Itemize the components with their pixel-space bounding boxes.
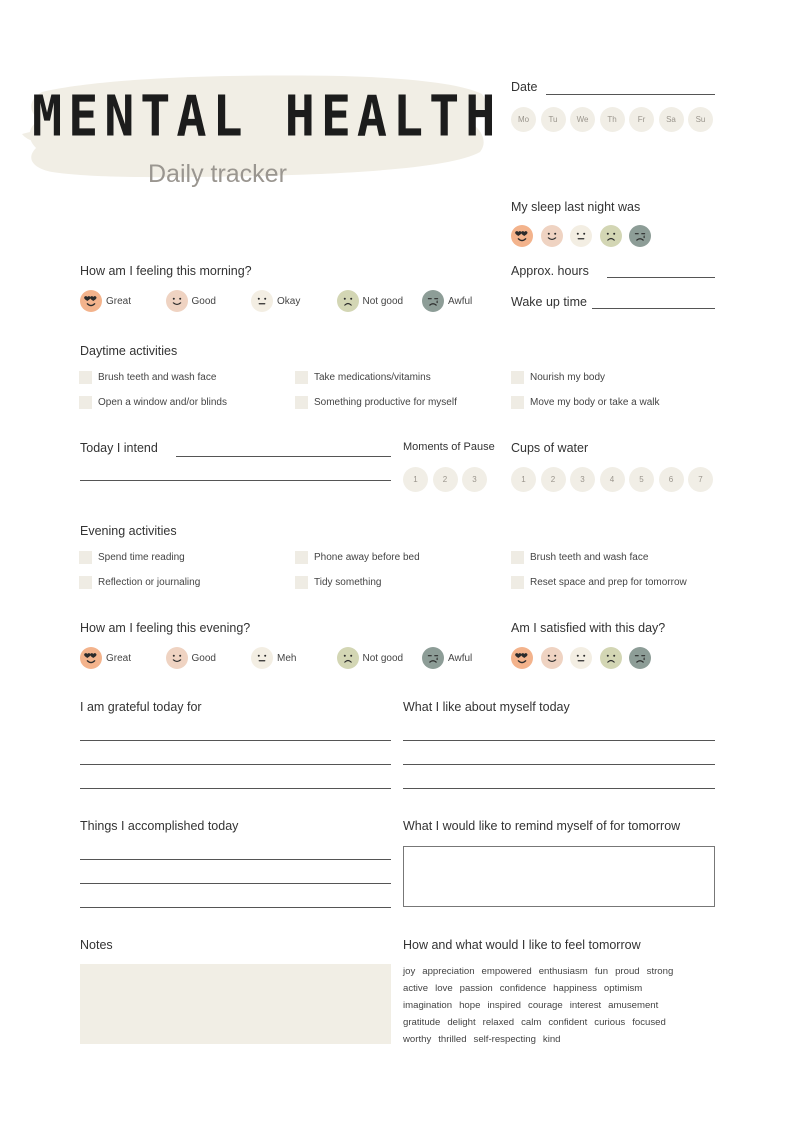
feel-word: optimism bbox=[603, 983, 643, 994]
accomplished-line-2[interactable] bbox=[80, 883, 391, 884]
feel-word: kind bbox=[542, 1034, 561, 1045]
daytime-checkbox-1[interactable] bbox=[79, 371, 92, 384]
evening-good-smile-face-icon[interactable] bbox=[166, 647, 188, 669]
feel-word: active bbox=[403, 983, 429, 994]
wake-line[interactable] bbox=[592, 308, 715, 309]
day-th-button[interactable]: Th bbox=[600, 107, 625, 132]
morning-okay-neutral-face-icon[interactable] bbox=[251, 290, 273, 312]
feel-word: appreciation bbox=[422, 966, 475, 977]
morning-great-heart-eyes-face-icon[interactable] bbox=[80, 290, 102, 312]
feel-word: self-respecting bbox=[473, 1034, 536, 1045]
evening-option-awful-label: Awful bbox=[448, 653, 473, 664]
day-tu-button[interactable]: Tu bbox=[541, 107, 566, 132]
intend-label: Today I intend bbox=[80, 441, 158, 455]
feel-words-line bbox=[403, 980, 718, 997]
accomplished-label: Things I accomplished today bbox=[80, 819, 239, 833]
morning-good-smile-face-icon[interactable] bbox=[166, 290, 188, 312]
evening-awful-crying-face-icon[interactable] bbox=[422, 647, 444, 669]
feel-word: calm bbox=[521, 1017, 542, 1028]
evening-item-4-label: Reflection or journaling bbox=[98, 576, 201, 588]
feel-word: worthy bbox=[403, 1034, 432, 1045]
feel-words-line bbox=[403, 963, 718, 980]
accomplished-line-3[interactable] bbox=[80, 907, 391, 908]
morning-notgood-sad-face-icon[interactable] bbox=[337, 290, 359, 312]
feel-words-list bbox=[403, 963, 718, 1048]
hours-label: Approx. hours bbox=[511, 264, 589, 278]
water-cup-5-button[interactable]: 5 bbox=[629, 467, 654, 492]
feel-word: focused bbox=[632, 1017, 666, 1028]
daytime-label: Daytime activities bbox=[80, 344, 178, 358]
evening-checkbox-5[interactable] bbox=[295, 576, 308, 589]
water-cup-7-button[interactable]: 7 bbox=[688, 467, 713, 492]
feel-word: empowered bbox=[481, 966, 532, 977]
evening-okay-neutral-face-icon[interactable] bbox=[251, 647, 273, 669]
daytime-item-6-label: Move my body or take a walk bbox=[530, 396, 660, 408]
hours-line[interactable] bbox=[607, 277, 715, 278]
daytime-item-5-label: Something productive for myself bbox=[314, 396, 457, 408]
feel-words-line bbox=[403, 1014, 718, 1031]
evening-checkbox-1[interactable] bbox=[79, 551, 92, 564]
feel-word: love bbox=[435, 983, 453, 994]
evening-notgood-sad-face-icon[interactable] bbox=[337, 647, 359, 669]
evening-item-5-label: Tidy something bbox=[314, 576, 382, 588]
daytime-checkbox-6[interactable] bbox=[511, 396, 524, 409]
satisfied-awful-face-icon[interactable] bbox=[629, 647, 651, 669]
pause-3-button[interactable]: 3 bbox=[462, 467, 487, 492]
morning-option-okay-label: Okay bbox=[277, 296, 301, 307]
feel-word: fun bbox=[594, 966, 609, 977]
page-subtitle: Daily tracker bbox=[148, 160, 287, 188]
daytime-checkbox-3[interactable] bbox=[511, 371, 524, 384]
day-su-button[interactable]: Su bbox=[688, 107, 713, 132]
feel-word: interest bbox=[569, 1000, 602, 1011]
evening-item-3-label: Brush teeth and wash face bbox=[530, 552, 649, 563]
evening-checkbox-4[interactable] bbox=[79, 576, 92, 589]
evening-option-okay-label: Meh bbox=[277, 653, 297, 664]
feel-word: passion bbox=[459, 983, 493, 994]
satisfied-good-face-icon[interactable] bbox=[541, 647, 563, 669]
feel-word: inspired bbox=[487, 1000, 522, 1011]
pause-1-button[interactable]: 1 bbox=[403, 467, 428, 492]
water-cup-2-button[interactable]: 2 bbox=[541, 467, 566, 492]
satisfied-label: Am I satisfied with this day? bbox=[511, 621, 666, 635]
remind-box[interactable] bbox=[403, 846, 715, 907]
notes-label: Notes bbox=[80, 938, 113, 952]
feel-word: joy bbox=[403, 966, 416, 977]
satisfied-notgood-face-icon[interactable] bbox=[600, 647, 622, 669]
daytime-item-1-label: Brush teeth and wash face bbox=[98, 372, 217, 383]
morning-option-good-label: Good bbox=[191, 296, 216, 307]
sleep-notgood-face-icon[interactable] bbox=[600, 225, 622, 247]
evening-great-heart-eyes-face-icon[interactable] bbox=[80, 647, 102, 669]
like-myself-label: What I like about myself today bbox=[403, 700, 570, 714]
feel-word: confidence bbox=[499, 983, 547, 994]
wake-label: Wake up time bbox=[511, 295, 587, 309]
daytime-checkbox-5[interactable] bbox=[295, 396, 308, 409]
feel-word: courage bbox=[528, 1000, 563, 1011]
feel-word: relaxed bbox=[482, 1017, 515, 1028]
evening-activities-label: Evening activities bbox=[80, 524, 177, 538]
evening-option-great-label: Great bbox=[106, 653, 132, 664]
day-fr-button[interactable]: Fr bbox=[629, 107, 654, 132]
feel-word: enthusiasm bbox=[538, 966, 588, 977]
sleep-label: My sleep last night was bbox=[511, 200, 641, 214]
water-label: Cups of water bbox=[511, 441, 589, 455]
date-line[interactable] bbox=[546, 94, 715, 95]
feel-word: thrilled bbox=[438, 1034, 467, 1045]
morning-awful-crying-face-icon[interactable] bbox=[422, 290, 444, 312]
notes-box[interactable] bbox=[80, 964, 391, 1044]
daytime-item-2-label: Take medications/vitamins bbox=[314, 372, 431, 383]
evening-item-2-label: Phone away before bed bbox=[314, 552, 420, 563]
like-myself-line-2[interactable] bbox=[403, 764, 715, 765]
satisfied-okay-face-icon[interactable] bbox=[570, 647, 592, 669]
morning-option-awful-label: Awful bbox=[448, 296, 473, 307]
day-we-button[interactable]: We bbox=[570, 107, 595, 132]
evening-option-good-label: Good bbox=[191, 653, 216, 664]
sleep-awful-face-icon[interactable] bbox=[629, 225, 651, 247]
day-mo-button[interactable]: Mo bbox=[511, 107, 536, 132]
morning-option-great-label: Great bbox=[106, 296, 132, 307]
feel-word: curious bbox=[594, 1017, 626, 1028]
grateful-line-2[interactable] bbox=[80, 764, 391, 765]
sleep-good-face-icon[interactable] bbox=[541, 225, 563, 247]
remind-label: What I would like to remind myself of for tomorrow bbox=[403, 819, 681, 833]
pause-label: Moments of Pause bbox=[403, 441, 495, 453]
date-label: Date bbox=[511, 80, 538, 94]
grateful-line-1[interactable] bbox=[80, 740, 391, 741]
morning-option-notgood-label: Not good bbox=[362, 296, 404, 307]
page-title: MENTAL HEALTH bbox=[32, 84, 502, 149]
pause-2-button[interactable]: 2 bbox=[433, 467, 458, 492]
daytime-item-3-label: Nourish my body bbox=[530, 372, 606, 383]
morning-label: How am I feeling this morning? bbox=[80, 264, 252, 278]
like-myself-line-3[interactable] bbox=[403, 788, 715, 789]
water-cup-4-button[interactable]: 4 bbox=[600, 467, 625, 492]
satisfied-great-face-icon[interactable] bbox=[511, 647, 533, 669]
feel-word: hope bbox=[459, 1000, 481, 1011]
feel-word: gratitude bbox=[403, 1017, 441, 1028]
feel-word: amusement bbox=[608, 1000, 659, 1011]
feel-word: confident bbox=[548, 1017, 588, 1028]
water-cup-3-button[interactable]: 3 bbox=[570, 467, 595, 492]
feel-words-line bbox=[403, 997, 718, 1014]
feel-word: proud bbox=[615, 966, 640, 977]
intend-line-2[interactable] bbox=[80, 480, 391, 481]
grateful-label: I am grateful today for bbox=[80, 700, 202, 714]
water-cup-1-button[interactable]: 1 bbox=[511, 467, 536, 492]
sleep-great-face-icon[interactable] bbox=[511, 225, 533, 247]
accomplished-line-1[interactable] bbox=[80, 859, 391, 860]
water-cup-6-button[interactable]: 6 bbox=[659, 467, 684, 492]
sleep-okay-face-icon[interactable] bbox=[570, 225, 592, 247]
evening-item-1-label: Spend time reading bbox=[98, 552, 185, 563]
feel-tomorrow-label: How and what would I like to feel tomorrow bbox=[403, 938, 641, 952]
feel-word: strong bbox=[646, 966, 674, 977]
daytime-item-4-label: Open a window and/or blinds bbox=[98, 396, 227, 408]
feel-words-line bbox=[403, 1031, 718, 1048]
evening-option-notgood-label: Not good bbox=[362, 653, 404, 664]
feel-word: imagination bbox=[403, 1000, 453, 1011]
evening-checkbox-3[interactable] bbox=[511, 551, 524, 564]
evening-item-6-label: Reset space and prep for tomorrow bbox=[530, 576, 687, 588]
evening-checkbox-2[interactable] bbox=[295, 551, 308, 564]
grateful-line-3[interactable] bbox=[80, 788, 391, 789]
evening-label: How am I feeling this evening? bbox=[80, 621, 251, 635]
evening-checkbox-6[interactable] bbox=[511, 576, 524, 589]
daytime-checkbox-2[interactable] bbox=[295, 371, 308, 384]
feel-word: delight bbox=[447, 1017, 476, 1028]
intend-line-1[interactable] bbox=[176, 456, 391, 457]
like-myself-line-1[interactable] bbox=[403, 740, 715, 741]
day-sa-button[interactable]: Sa bbox=[659, 107, 684, 132]
feel-word: happiness bbox=[553, 983, 597, 994]
daytime-checkbox-4[interactable] bbox=[79, 396, 92, 409]
